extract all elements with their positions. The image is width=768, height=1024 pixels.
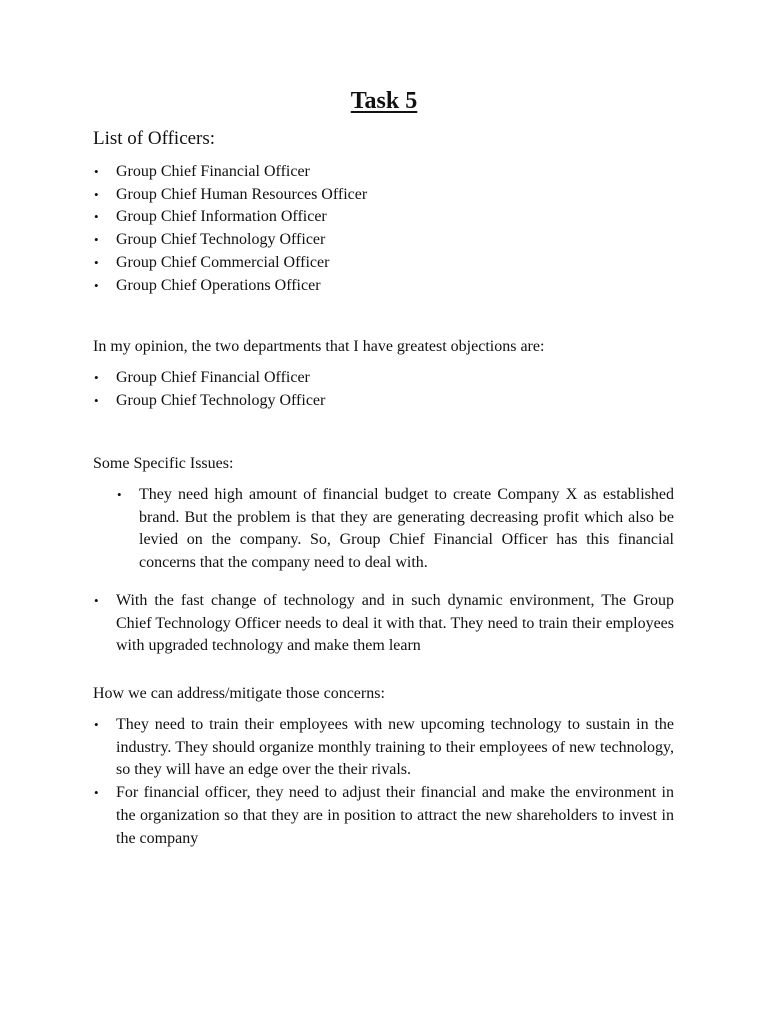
list-item: • Group Chief Human Resources Officer: [0, 184, 676, 207]
objections-heading: In my opinion, the two departments that I have greatest objections are:: [93, 338, 545, 355]
bullet-icon: •: [94, 164, 99, 179]
officers-list: [0, 161, 676, 297]
list-item: • Group Chief Financial Officer: [0, 161, 676, 184]
list-item: • Group Chief Operations Officer: [0, 275, 676, 298]
list-item: • Group Chief Financial Officer: [0, 367, 676, 390]
bullet-icon: •: [94, 593, 99, 608]
bullet-icon: •: [94, 392, 99, 408]
bullet-icon: •: [94, 717, 99, 732]
list-item: • Group Chief Commercial Officer: [0, 252, 676, 275]
page-title: Task 5: [350, 88, 418, 114]
issues-list-1: [0, 484, 674, 575]
bullet-icon: •: [94, 254, 99, 270]
list-item: • They need high amount of financial budget to create Company X as established brand. But the problem is that they are generating decreasing profit which also be levied on the company. So, Group Chief Financial Officer has this financial concerns that the company need to deal with.: [117, 486, 674, 572]
bullet-icon: •: [117, 487, 122, 502]
bullet-icon: •: [94, 785, 99, 801]
list-item: • With the fast change of technology and in such dynamic environment, The Group Chief Technology Officer needs to deal it with that. They need to train their employees with upgraded technology and make them learn: [94, 592, 674, 655]
bullet-icon: •: [94, 277, 99, 293]
officers-heading: List of Officers:: [93, 128, 216, 149]
list-item: • They need to train their employees with new upcoming technology to sustain in the industry. They should organize monthly training to their employees of new technology, so they will have an edge over the their rivals.: [94, 716, 674, 779]
bullet-icon: •: [94, 232, 99, 248]
bullet-icon: •: [94, 209, 99, 225]
objections-list: [0, 367, 676, 412]
list-item: • Group Chief Technology Officer: [0, 390, 676, 413]
mitigation-heading: How we can address/mitigate those concerns:: [93, 685, 385, 702]
list-item: • Group Chief Information Officer: [0, 206, 676, 229]
list-item: • Group Chief Technology Officer: [0, 229, 676, 252]
bullet-icon: •: [94, 186, 99, 202]
issues-heading: Some Specific Issues:: [93, 455, 234, 472]
list-item: • For financial officer, they need to adjust their financial and make the environment in the organization so that they are in position to attract the new shareholders to invest in the company: [94, 784, 674, 847]
mitigation-list: [0, 714, 674, 850]
bullet-icon: •: [94, 370, 99, 385]
issues-list-2: [0, 590, 674, 658]
